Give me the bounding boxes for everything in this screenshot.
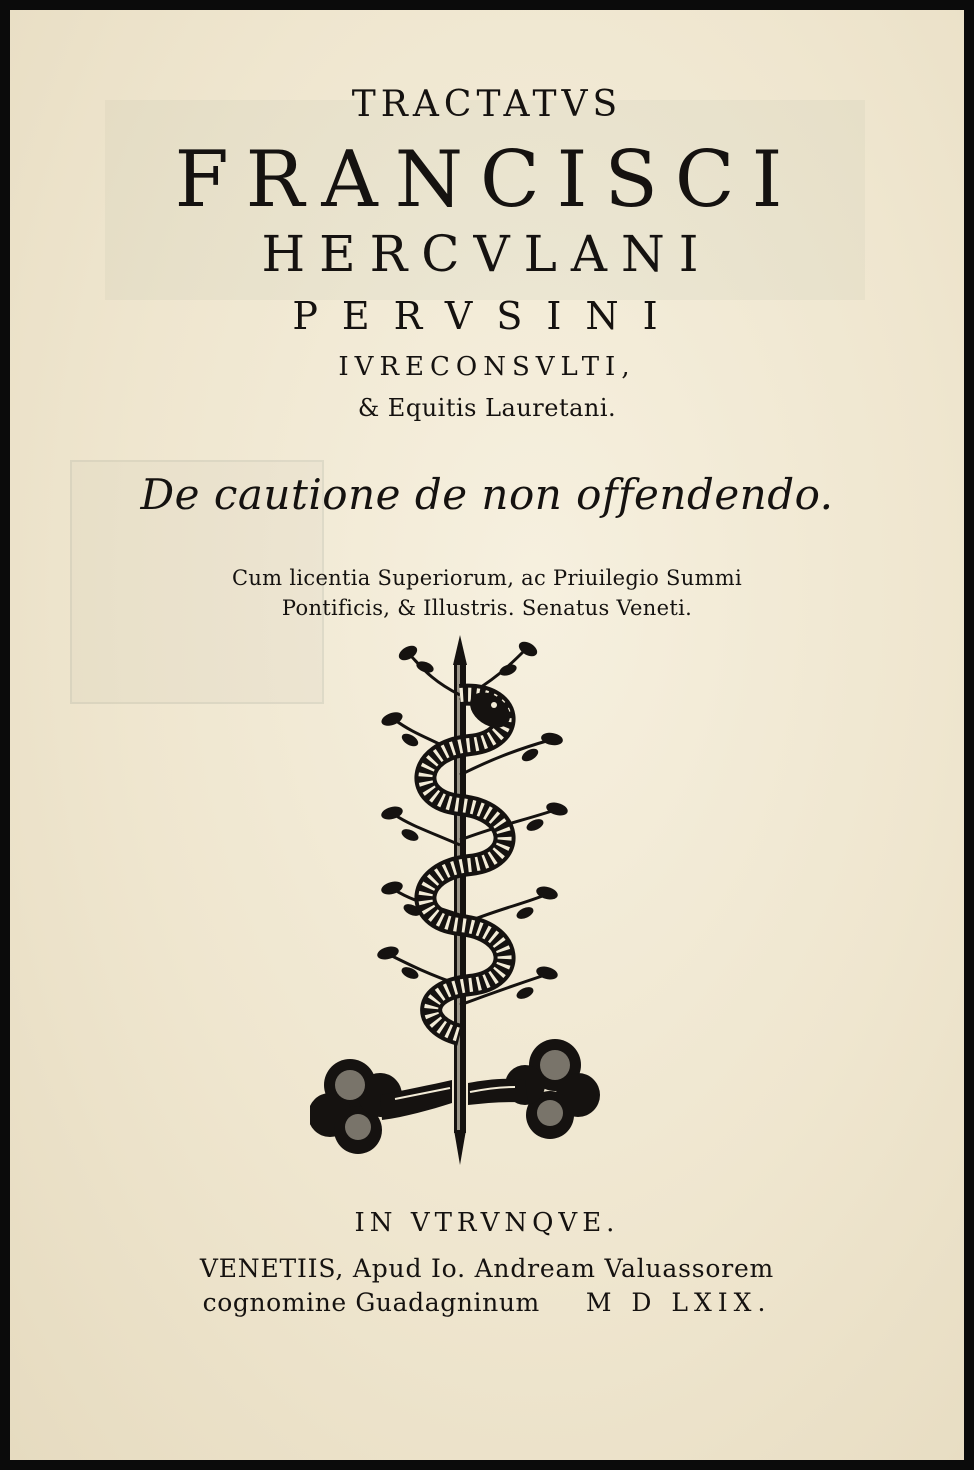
privilege-line-1: Cum licentia Superiorum, ac Priuilegio Summi — [231, 566, 743, 590]
privilege-line-2: Pontificis, & Illustris. Senatus Veneti. — [281, 596, 693, 620]
imprint-line-2 — [10, 1288, 964, 1317]
author-surname: HERCVLANI — [261, 225, 713, 283]
imprint-printer: cognomine Guadagninum — [202, 1288, 540, 1317]
title-page — [10, 10, 964, 1460]
device-motto: IN VTRVNQVE. — [354, 1208, 620, 1238]
imprint-line-1: VENETIIS, Apud Io. Andream Valuassorem — [199, 1254, 775, 1283]
work-title: De cautione de non offendendo. — [140, 470, 834, 519]
author-first-name: FRANCISCI — [174, 135, 800, 225]
imprint-year: M D LXIX. — [585, 1288, 772, 1317]
author-origin: PERVSINI — [292, 294, 682, 338]
author-knighthood: & Equitis Lauretani. — [357, 394, 617, 422]
header-tractatus: TRACTATVS — [351, 84, 623, 125]
staff-serpent-hands-icon — [310, 625, 600, 1195]
author-title: IVRECONSVLTI, — [338, 352, 636, 382]
